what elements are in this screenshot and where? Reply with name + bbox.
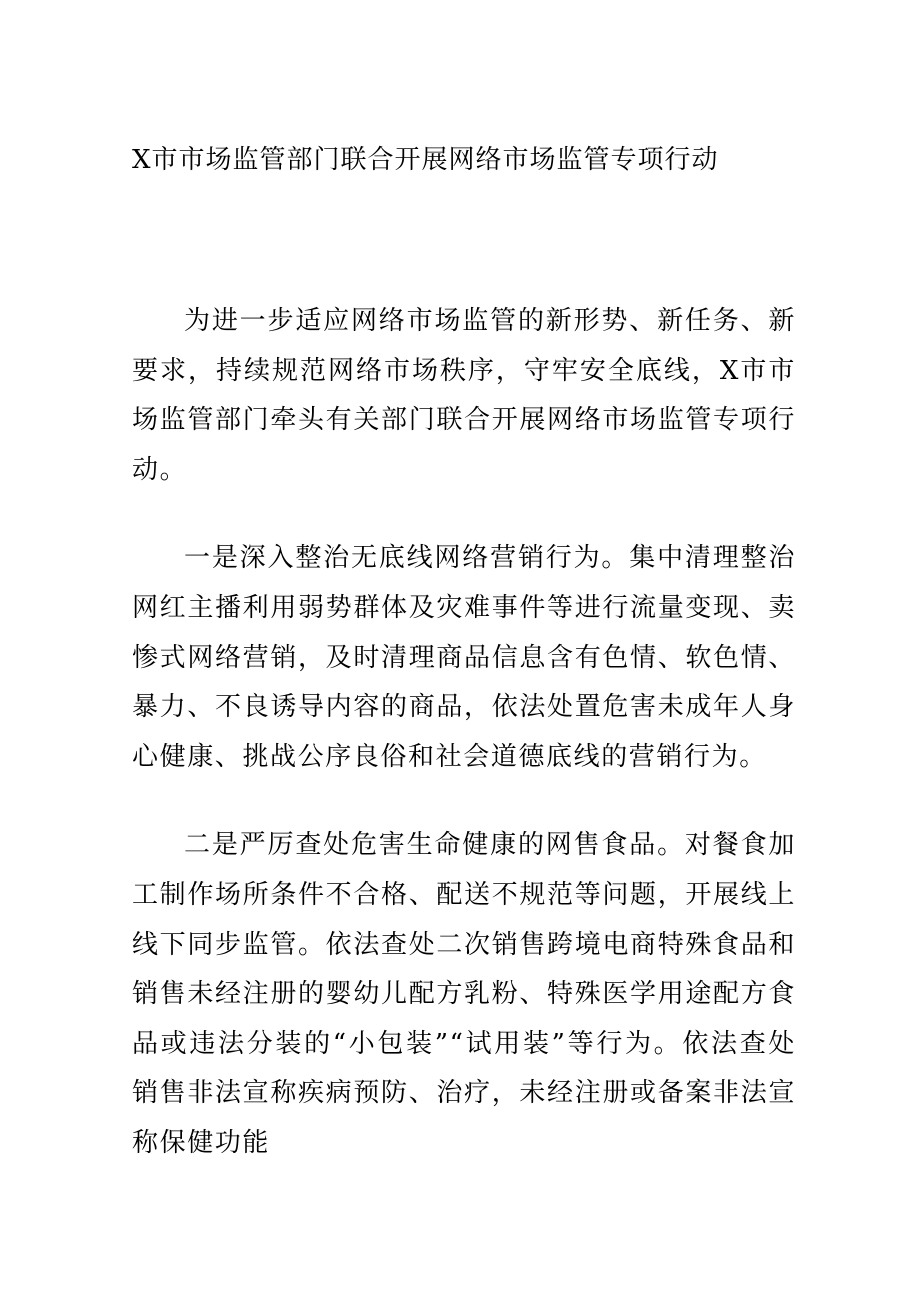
paragraph-point-one: 一是深入整治无底线网络营销行为。集中清理整治网红主播利用弱势群体及灾难事件等进行流量变现、卖惨式网络营销，及时清理商品信息含有色情、软色情、暴力、不良诱导内容的商品，依法处置危害未成年人身心健康、挑战公序良俗和社会道德底线的营销行为。 bbox=[132, 543, 796, 772]
document-title: X市市场监管部门联合开展网络市场监管专项行动 bbox=[132, 145, 719, 175]
paragraph-intro: 为进一步适应网络市场监管的新形势、新任务、新要求，持续规范网络市场秩序，守牢安全底线，X市市场监管部门牵头有关部门联合开展网络市场监管专项行动。 bbox=[132, 306, 796, 485]
paragraph-point-two: 二是严厉查处危害生命健康的网售食品。对餐食加工制作场所条件不合格、配送不规范等问题，开展线上线下同步监管。依法查处二次销售跨境电商特殊食品和销售未经注册的婴幼儿配方乳粉、特殊医学用途配方食品或违法分装的“小包装”“试用装”等行为。依法查处销售非法宣称疾病预防、治疗，未经注册或备案非法宣称保健功能 bbox=[132, 830, 796, 1158]
document-body bbox=[132, 297, 796, 1208]
